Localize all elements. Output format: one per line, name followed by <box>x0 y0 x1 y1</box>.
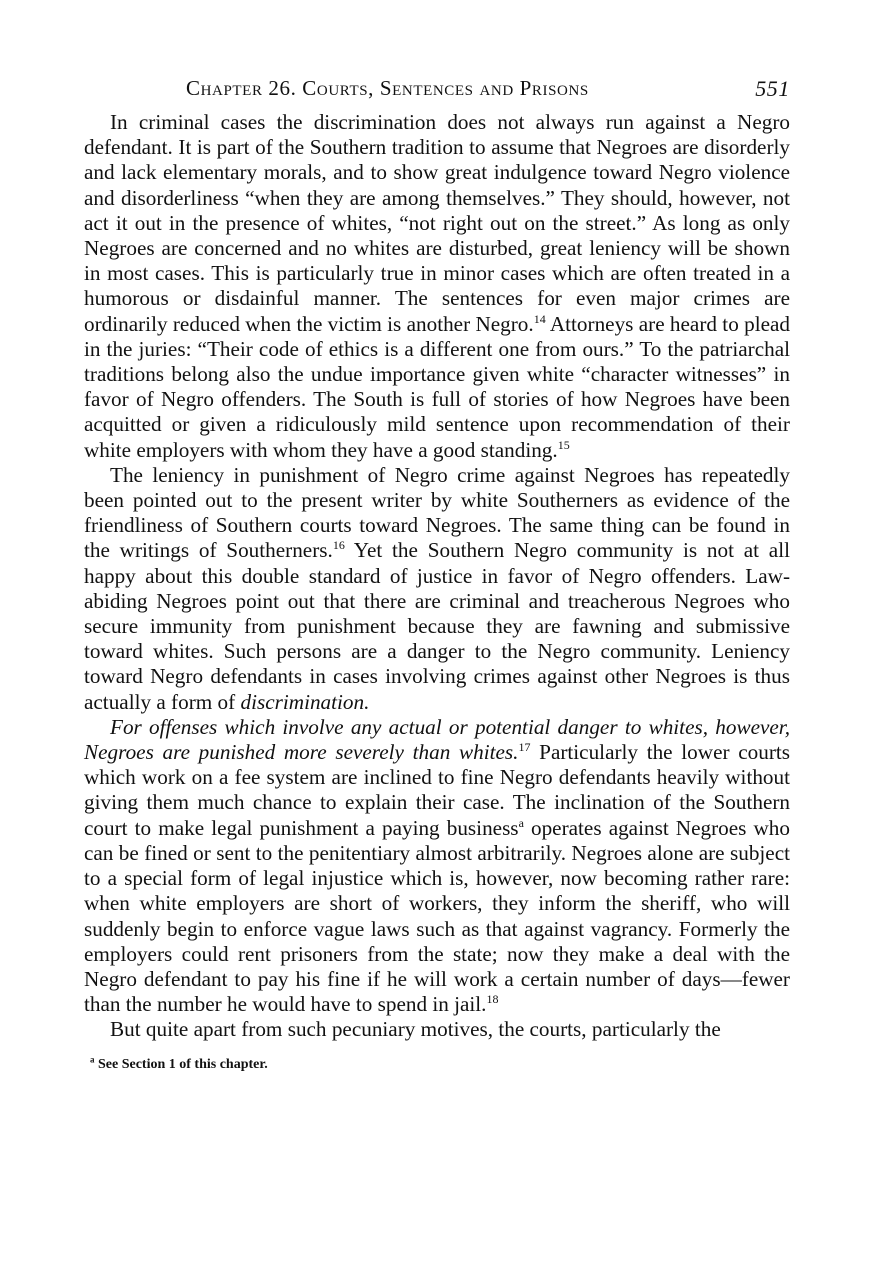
chapter-title: Chapter 26. Courts, Sentences and Prisons <box>186 76 589 100</box>
book-page <box>84 76 790 1073</box>
paragraph-1 <box>84 110 790 463</box>
body-text <box>84 110 790 1043</box>
paragraph-text: But quite apart from such pecuniary motives, the courts, particularly the <box>110 1017 721 1042</box>
paragraph-text: Attorneys are heard to plead in the juries: “Their code of ethics is a different one from ours.” To the patriarchal traditions belong also the undue importance given white “character witnesses” in favor of Negro offenders. The South is full of stories of how Negroes have been acquitted or given a ridiculously mild sentence upon recommendation of their white employers with whom they have a good standing. <box>84 311 790 462</box>
paragraph-italic-text: discrimination. <box>240 689 370 714</box>
footnote-ref: 18 <box>486 992 499 1007</box>
paragraph-3 <box>84 715 790 1017</box>
footnote-ref: 14 <box>533 311 546 326</box>
paragraph-text: Particularly the lower courts which work on a fee system are inclined to fine Negro defendants heavily without giving them much chance to explain their case. The inclination of the Southern court to make legal punishment a paying business <box>84 740 791 840</box>
footnote-marker: a <box>518 815 524 830</box>
paragraph-italic-text: For offenses which involve any actual or potential danger to whites, however, Negroes are punished more severely than whites. <box>84 714 790 765</box>
footnote-ref: 15 <box>557 437 570 452</box>
page-footnote <box>84 1053 790 1073</box>
running-head <box>84 76 790 110</box>
footnote-ref: 16 <box>332 538 345 553</box>
footnote-marker: a <box>90 1053 95 1064</box>
paragraph-text: operates against Negroes who can be fined or sent to the penitentiary almost arbitrarily. Negroes alone are subject to a special form of legal injustice which is, however, now becoming rather rare: when white employers are short of workers, they inform the sheriff, who will suddenly begin to enforce vague laws such as that against vagrancy. Formerly the employers could rent prisoners from the state; now they make a deal with the Negro defendant to pay his fine if he will work a certain number of days—fewer than the number he would have to spend in jail. <box>84 815 790 1017</box>
paragraph-text: In criminal cases the discrimination does not always run against a Negro defendant. It is part of the Southern tradition to assume that Negroes are disorderly and lack elementary morals, and to show great indulgence toward Negro violence and disorderliness “when they are among themselves.” They should, however, not act it out in the presence of whites, “not right out on the street.” As long as only Negroes are concerned and no whites are disturbed, great leniency will be shown in most cases. This is particularly true in minor cases which are often treated in a humorous or disdainful manner. The sentences for even major crimes are ordinarily reduced when the victim is another Negro. <box>84 110 790 336</box>
paragraph-text: The leniency in punishment of Negro crime against Negroes has repeatedly been pointed out to the present writer by white Southerners as evidence of the friendliness of Southern courts toward Negroes. The same thing can be found in the writings of Southerners. <box>84 462 790 563</box>
footnote-ref: 17 <box>518 740 531 755</box>
paragraph-4 <box>84 1017 790 1042</box>
footnote-text: See Section 1 of this chapter. <box>94 1056 268 1072</box>
paragraph-2 <box>84 463 790 715</box>
paragraph-text: Yet the Southern Negro community is not at all happy about this double standard of justice in favor of Negro offenders. Law-abiding Negroes point out that there are criminal and treacherous Negroes who secure immunity from punishment because they are fawning and submissive toward whites. Such persons are a danger to the Negro community. Leniency toward Negro defendants in cases involving crimes against other Negroes is thus actually a form of <box>84 538 790 714</box>
page-number: 551 <box>755 76 790 101</box>
